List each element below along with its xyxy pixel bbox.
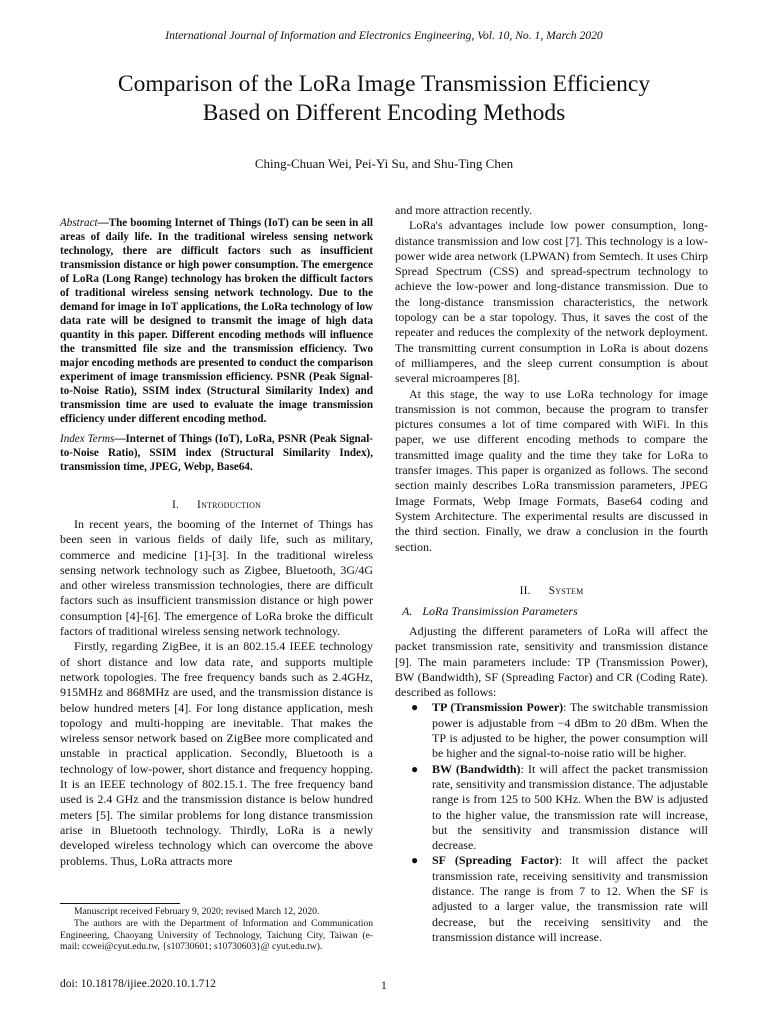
title-line-1: Comparison of the LoRa Image Transmission Efficiency <box>117 71 651 97</box>
section-number: II. <box>519 585 531 597</box>
footnote-divider <box>60 903 180 904</box>
list-item-term: BW (Bandwidth) <box>432 761 521 776</box>
list-item-term: TP (Transmission Power) <box>432 700 564 715</box>
list-item-text: : It will affect the packet transmission rate, receiving sensitivity and transmission distance. The range is from 7 to 12. When the SF is adjusted to a larger value, the transmission rate will decrease, but the receiving sensitivity and the transmission distance will increase. <box>432 853 708 944</box>
paragraph: Adjusting the different parameters of LoRa will affect the packet transmission rate, sensitivity and transmission distance [9]. The main parameters include: TP (Transmission Power), BW (Bandwidth), SF (Spreading Factor) and CR (Coding Rate). described as follows: <box>395 624 708 700</box>
section-title: Introduction <box>197 499 262 511</box>
paragraph: At this stage, the way to use LoRa technology for image transmission is not common, because the program to transfer pictures consumes a lot of time compared with WiFi. In this paper, we use different encoding methods to compare the transmitted image quality and the time they take for LoRa to transfer images. This paper is organized as follows. The second section mainly describes LoRa transmission parameters, JPEG Image Formats, Webp Image Formats, Base64 coding and System Architecture. The experimental results are discussed in the third section. Finally, we draw a conclusion in the fourth section. <box>395 386 708 554</box>
parameter-list <box>395 700 708 945</box>
index-terms-label: Index Terms <box>60 433 115 445</box>
author-list: Ching-Chuan Wei, Pei-Yi Su, and Shu-Ting Chen <box>254 156 514 171</box>
subsection-heading <box>402 604 708 619</box>
subsection-title: LoRa Transimission Parameters <box>422 604 578 618</box>
list-item <box>395 853 708 945</box>
list-item <box>395 700 708 761</box>
list-item <box>395 762 708 854</box>
footnote-line: Manuscript received February 9, 2020; revised March 12, 2020. <box>74 906 320 917</box>
index-terms <box>60 432 373 474</box>
doi: doi: 10.18178/ijiee.2020.10.1.712 <box>60 978 216 990</box>
page-number: 1 <box>381 980 387 992</box>
index-terms-text: —Internet of Things (IoT), LoRa, PSNR (Peak Signal-to-Noise Ratio), SSIM index (Structural Similarity Index), transmission time, JPEG, Webp, Base64. <box>60 433 373 473</box>
section-number: I. <box>171 499 180 511</box>
paragraph: LoRa's advantages include low power consumption, long-distance transmission and low cost [7]. This technology is a low-power wide area network (LPWAN) from Semtech. It uses Chirp Spread Spectrum (CSS) and spread-spectrum technology to achieve the low-power and long-distance transmission. Due to the long-distance transmission characteristics, the network topology can be a star topology. Thus, it saves the cost of the repeater and reduces the complexity of the network deployment. The transmitting current consumption in LoRa is about dozens of milliamperes, and the sleep current consumption is about several microamperes [8]. <box>395 218 708 386</box>
abstract <box>60 216 373 426</box>
footnote-line: The authors are with the Department of Information and Communication Engineering, Chaoyang University of Technology, Taichung City, Taiwan (e-mail: ccwei@cyut.edu.tw, {s10730601; s10730603}@ cyut.edu.tw). <box>60 917 373 953</box>
introduction-body <box>60 517 373 869</box>
section-heading-introduction <box>60 499 373 511</box>
parameters-body <box>395 624 708 945</box>
abstract-text: —The booming Internet of Things (IoT) can be seen in all areas of daily life. In the traditional wireless sensing network technology, there are difficult factors such as insufficient transmission distance or high power consumption. The emergence of LoRa (Long Range) technology has broken the difficult factors of traditional wireless sensing network technology. Due to the demand for image in IoT applications, the LoRa technology of low data rate will be designed to transmit the image of high data quantity in this paper. Different encoding methods will influence the transmitted file size and the transmission efficiency. Two major encoding methods are presented to conduct the comparison experiment of image transmission efficiency. PSNR (Peak Signal-to-Noise Ratio), SSIM index (Structural Similarity Index) and transmission time are used to evaluate the image transmission efficiency under different encoding method. <box>60 217 374 425</box>
right-column-text <box>395 203 708 555</box>
list-item-text: : The switchable transmission power is adjustable from −4 dBm to 20 dBm. When the TP is adjusted to be higher, the power consumption will be higher and the signal-to-noise ratio will be higher. <box>432 700 708 761</box>
abstract-label: Abstract <box>60 217 98 229</box>
paper-title <box>60 70 708 128</box>
list-item-text: : It will affect the packet transmission rate, sensitivity and transmission distance. The adjustable range is from 125 to 500 KHz. When the BW is adjusted to the higher value, the transmission rate will increase, but the sensitivity and transmission distance will decrease. <box>432 761 708 853</box>
list-item-term: SF (Spreading Factor) <box>432 853 559 868</box>
bullet-icon: ● <box>411 853 419 868</box>
footnote <box>60 906 373 953</box>
journal-header: International Journal of Information and Electronics Engineering, Vol. 10, No. 1, March 2020 <box>165 29 603 42</box>
paragraph: In recent years, the booming of the Internet of Things has been seen in various fields of daily life, such as military, commerce and medicine [1]-[3]. In the traditional wireless sensing network technology such as Zigbee, Bluetooth, 3G/4G and other wireless transmission technologies, there are difficult factors such as insufficient transmission distance or high power consumption [4]-[6]. The emergence of LoRa broke the difficult factors of traditional wireless sensing network technology. <box>60 517 373 639</box>
paragraph-continuation: and more attraction recently. <box>395 203 533 217</box>
section-heading-system <box>395 585 708 597</box>
paragraph: Firstly, regarding ZigBee, it is an 802.15.4 IEEE technology of short distance and low data rate, and supports multiple network topologies. The free frequency bands such as 2.4GHz, 915MHz and 868MHz are used, and the transmission distance is below hundred meters [4]. For long distance application, mesh topology and multi-hopping are inevitable. That makes the wireless sensor network based on ZigBee more complicated and unstable in practical application. Secondly, Bluetooth is a technology of low-power, short distance and frequency hopping. It is an IEEE technology of 802.15.1. The free frequency band used is 2.4 GHz and the transmission distance is below hundred meters [5]. The similar problems for long distance transmission arise in Bluetooth technology. Thirdly, LoRa is a newly developed wireless technology which can overcome the above problems. Thus, LoRa attracts more <box>60 639 373 868</box>
bullet-icon: ● <box>411 761 419 776</box>
subsection-letter: A. <box>402 604 413 618</box>
section-title: System <box>548 585 584 597</box>
bullet-icon: ● <box>411 700 419 715</box>
title-line-2: Based on Different Encoding Methods <box>202 100 566 126</box>
